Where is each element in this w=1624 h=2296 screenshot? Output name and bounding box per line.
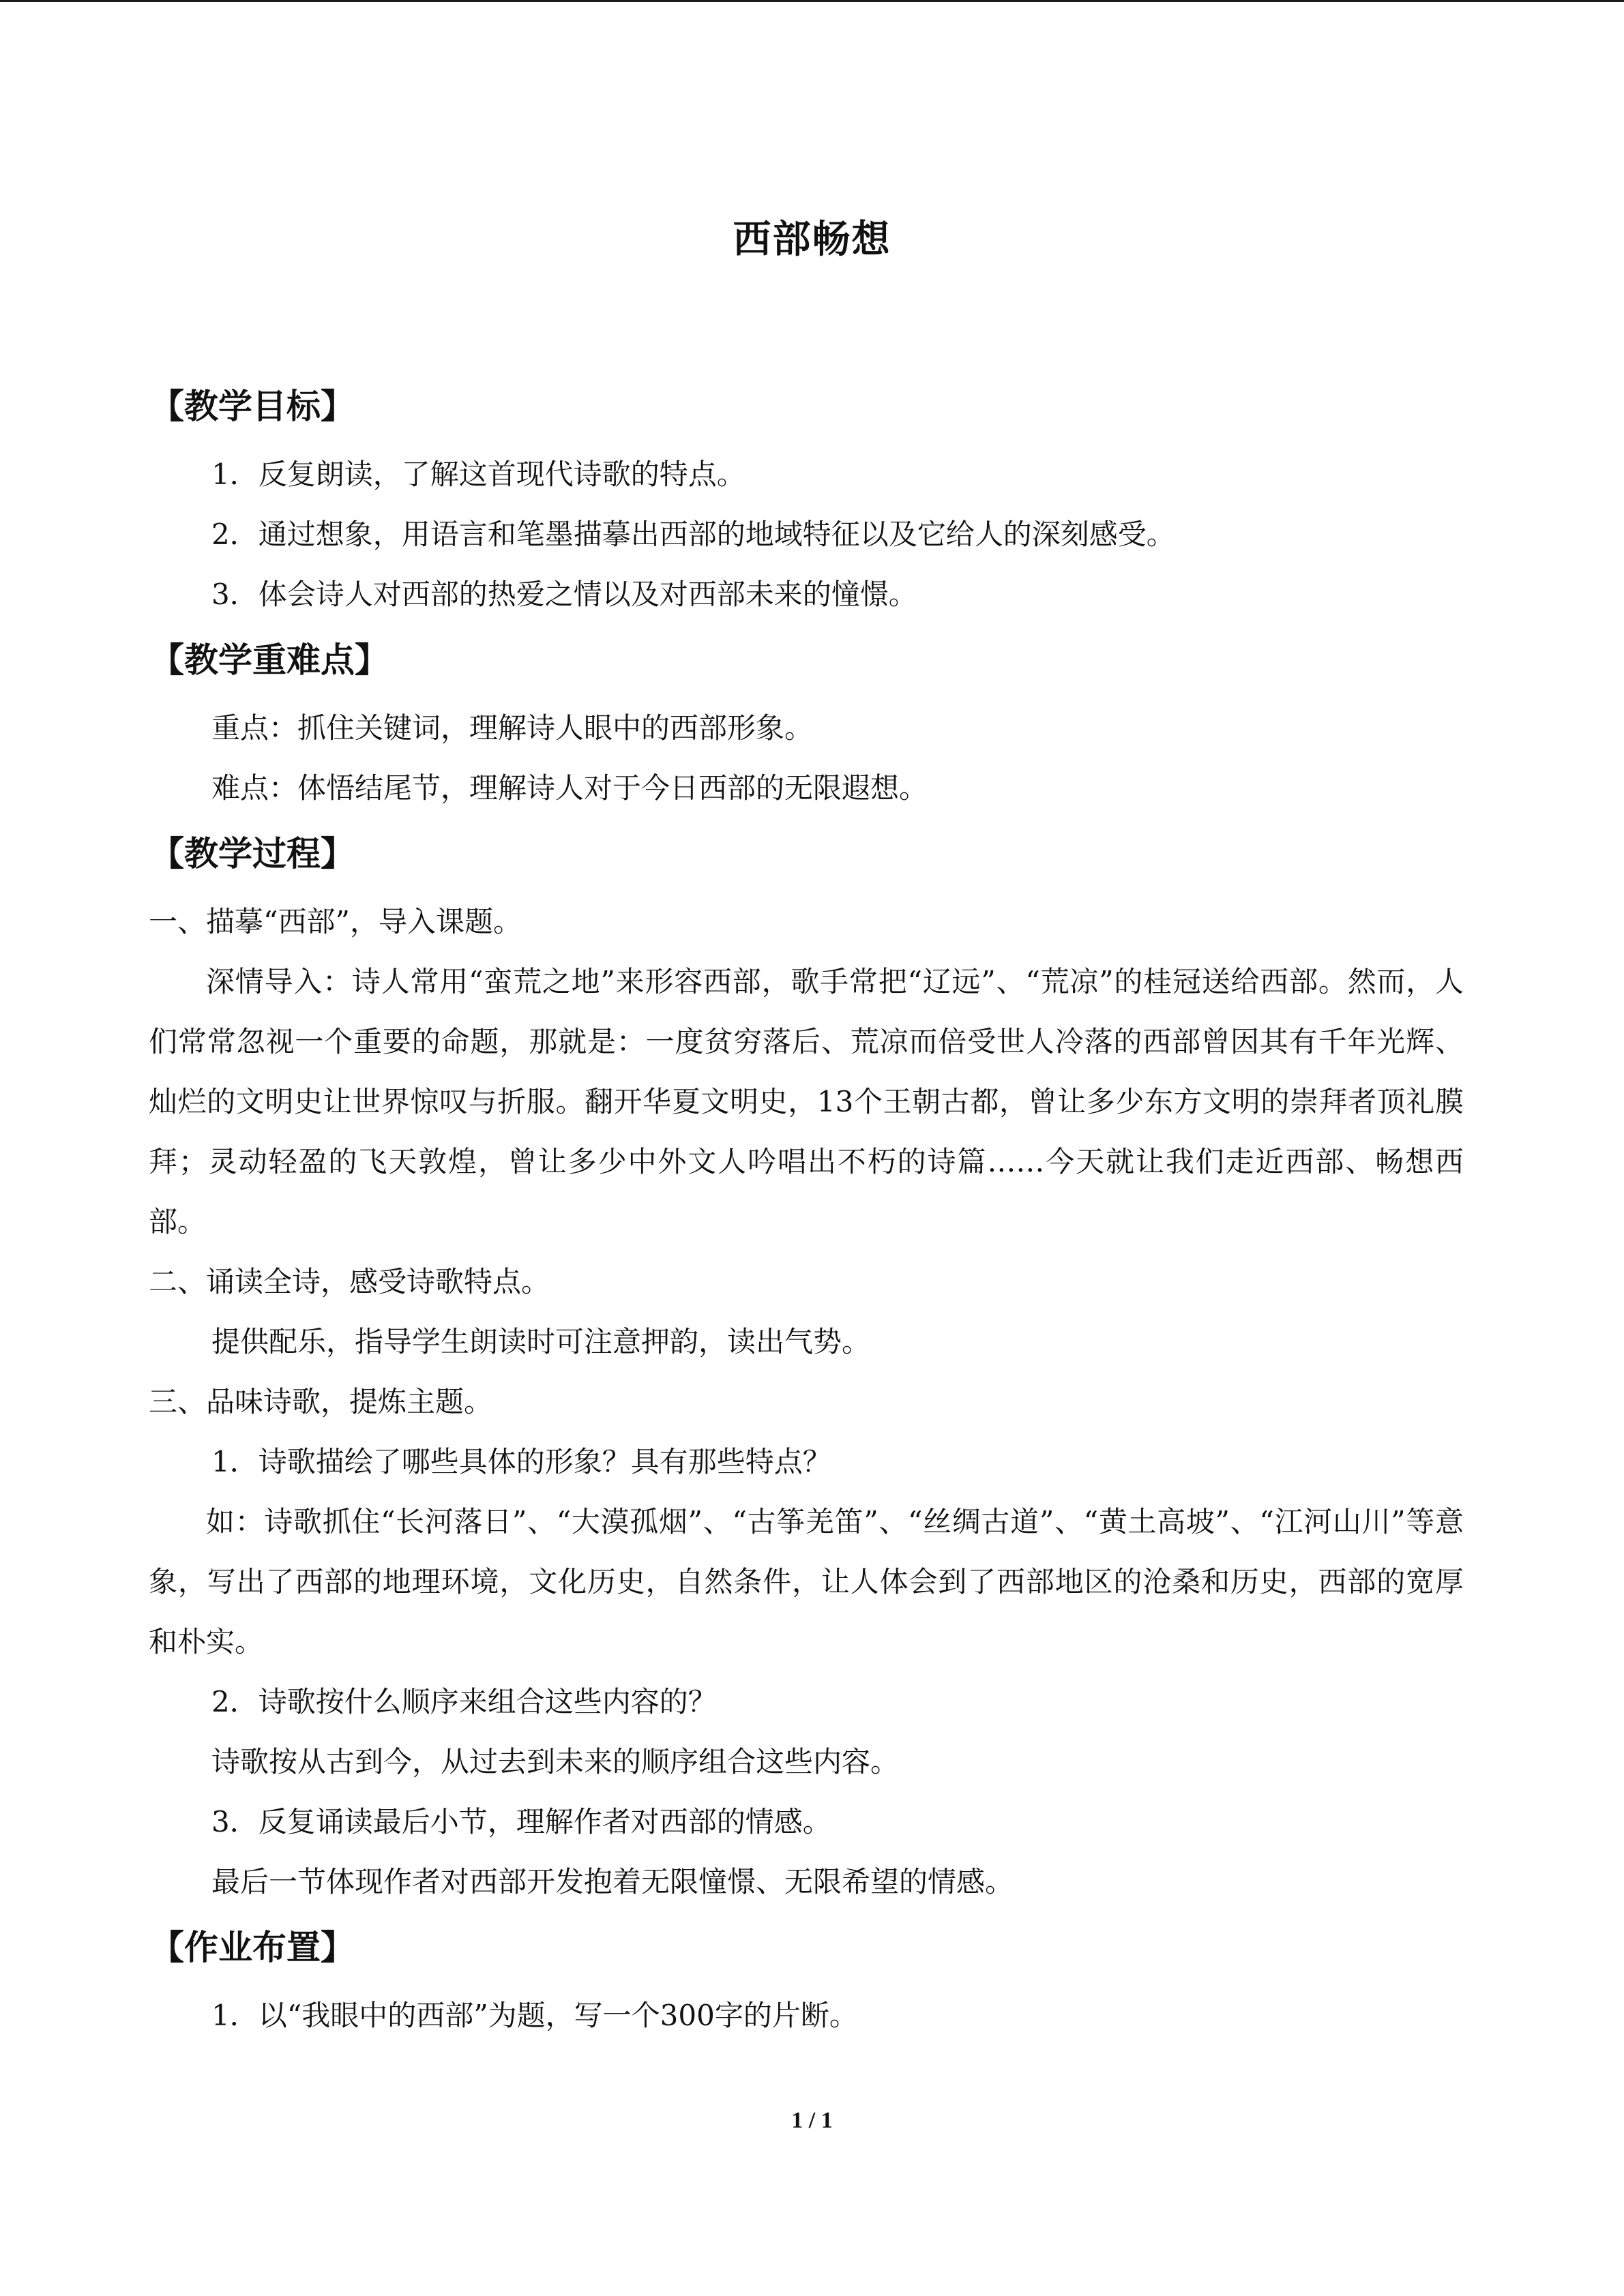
question-item: 1．诗歌描绘了哪些具体的形象？具有那些特点？: [211, 1445, 831, 1478]
answer-item: 最后一节体现作者对西部开发抱着无限憧憬、无限希望的情感。: [211, 1865, 1014, 1898]
objective-item: 2．通过想象，用语言和笔墨描摹出西部的地域特征以及它给人的深刻感受。: [211, 518, 1175, 551]
process-step-body: 深情导入：诗人常用“蛮荒之地”来形容西部，歌手常把“辽远”、“荒凉”的桂冠送给西部。然而，人们常常忽视一个重要的命题，那就是：一度贫穷落后、荒凉而倍受世人冷落的西部曾因其有千年光辉、灿烂的文明史让世界惊叹与折服。翻开华夏文明史，13个王朝古都，曾让多少东方文明的崇拜者顶礼膜拜；灵动轻盈的飞天敦煌，曾让多少中外文人吟唱出不朽的诗篇……今天就让我们走近西部、畅想西部。: [149, 965, 1464, 1238]
keypoint-item: 重点：抓住关键词，理解诗人眼中的西部形象。: [211, 711, 814, 745]
page-number: 1 / 1: [791, 2108, 833, 2133]
question-item: 3．反复诵读最后小节，理解作者对西部的情感。: [211, 1805, 831, 1838]
objective-item: 1．反复朗读，了解这首现代诗歌的特点。: [211, 458, 745, 491]
process-step-body: 提供配乐，指导学生朗读时可注意押韵，读出气势。: [211, 1325, 871, 1358]
answer-item: 诗歌按从古到今，从过去到未来的顺序组合这些内容。: [211, 1745, 900, 1778]
homework-item: 1．以“我眼中的西部”为题，写一个300字的片断。: [211, 1999, 858, 2032]
answer-item: 如：诗歌抓住“长河落日”、“大漠孤烟”、“古筝羌笛”、“丝绸古道”、“黄土高坡”、“江河山川”等意象，写出了西部的地理环境，文化历史，自然条件，让人体会到了西部地区的沧桑和历史，西部的宽厚和朴实。: [149, 1505, 1464, 1658]
section-heading-homework: 【作业布置】: [150, 1928, 355, 1967]
document-body: [149, 382, 1464, 2046]
section-heading-objectives: 【教学目标】: [150, 387, 355, 426]
process-step-title: 三、品味诗歌，提炼主题。: [149, 1385, 493, 1418]
page-title: 西部畅想: [733, 218, 891, 262]
objective-item: 3．体会诗人对西部的热爱之情以及对西部未来的憧憬。: [211, 578, 917, 611]
process-step-title: 二、诵读全诗，感受诗歌特点。: [149, 1265, 550, 1298]
section-heading-process: 【教学过程】: [150, 834, 355, 874]
section-heading-keypoints: 【教学重难点】: [150, 640, 389, 680]
keypoint-item: 难点：体悟结尾节，理解诗人对于今日西部的无限遐想。: [211, 771, 928, 805]
process-step-title: 一、描摹“西部”，导入课题。: [149, 905, 522, 938]
question-item: 2．诗歌按什么顺序来组合这些内容的？: [211, 1685, 717, 1718]
